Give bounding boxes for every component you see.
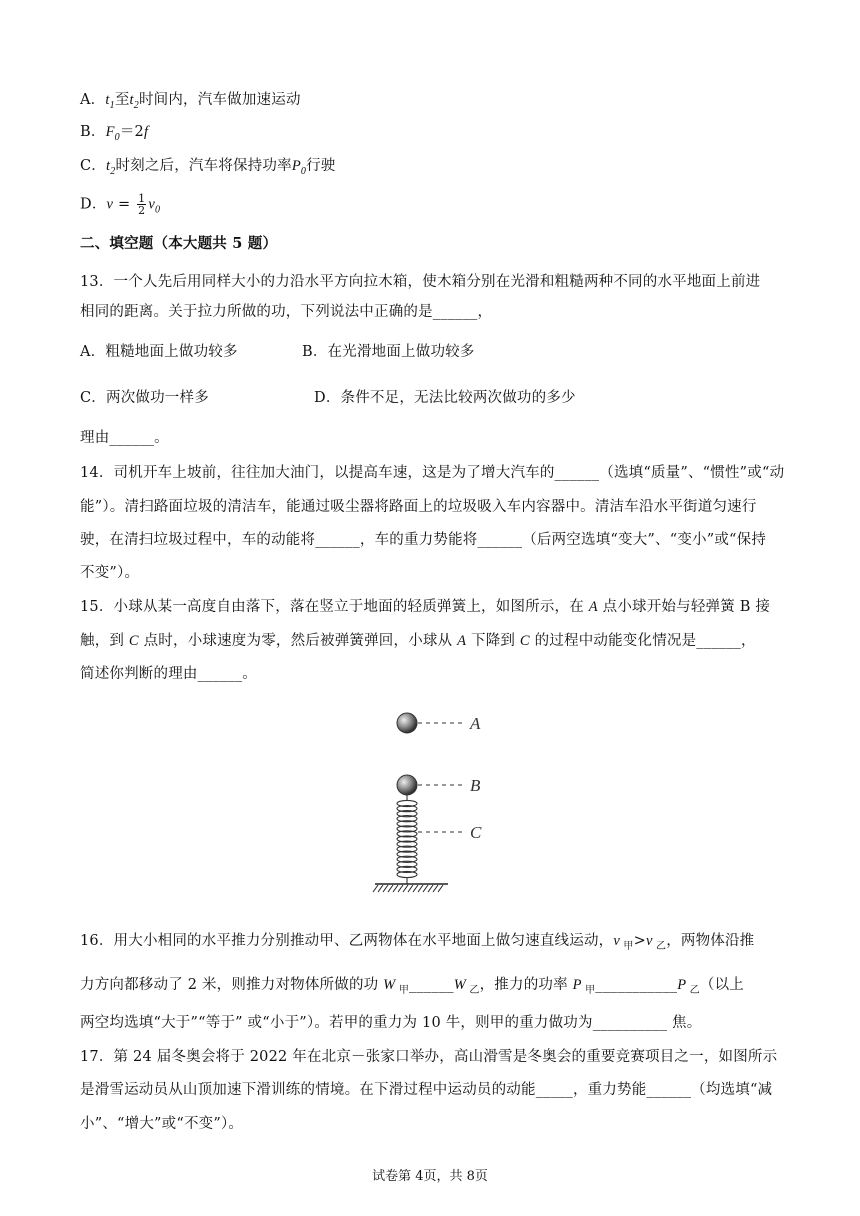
q14-line-2: 能”）。清扫路面垃圾的清洁车，能通过吸尘器将路面上的垃圾吸入车内容器中。清洁车沿水平街道匀速行 xyxy=(80,499,757,515)
section-heading: 二、填空题（本大题共 5 题） xyxy=(80,235,278,252)
q14-line-1: 14．司机开车上坡前，往往加大油门，以提高车速，这是为了增大汽车的______（选填“质量”、“惯性”或“动 xyxy=(80,465,785,481)
hatch-line xyxy=(388,885,393,892)
label-c: C xyxy=(470,823,482,842)
hatch-line xyxy=(423,885,428,892)
q16-line-1: 16．用大小相同的水平推力分别推动甲、乙两物体在水平地面上做匀速直线运动，v $_甲$>v $_乙$，两物体沿推 xyxy=(80,933,755,952)
q17-line-2: 是滑雪运动员从山顶加速下滑训练的情境。在下滑过程中运动员的动能_____，重力势能______（均选填“减 xyxy=(80,1082,773,1098)
q17-line-1: 17．第 24 届冬奥会将于 2022 年在北京－张家口举办，高山滑雪是冬奥会的重要竞赛项目之一，如图所示 xyxy=(80,1049,778,1065)
hatch-line xyxy=(378,885,383,892)
ball-b xyxy=(397,775,417,795)
hatch-line xyxy=(403,885,408,892)
option-c: C．$t_2$时刻之后，汽车将保持功率$P_0$行驶 xyxy=(80,158,336,177)
page-footer: 试卷第 4页，共 8页 xyxy=(372,1169,488,1184)
q13-option-b: B．在光滑地面上做功较多 xyxy=(302,344,475,360)
q13-option-a: A．粗糙地面上做功较多 xyxy=(80,344,238,360)
q13-option-d: D．条件不足，无法比较两次做功的多少 xyxy=(314,390,576,406)
q13-option-c: C．两次做功一样多 xyxy=(80,390,209,406)
label-a: A xyxy=(470,714,481,733)
label-b: B xyxy=(470,776,481,795)
fraction: $\frac{1}{2}$ xyxy=(138,192,146,217)
q13-reason: 理由______。 xyxy=(80,430,169,446)
q16-line-3: 两空均选填“大于”“等于” 或“小于”）。若甲的重力为 10 牛，则甲的重力做功为__________ 焦。 xyxy=(80,1015,702,1031)
hatch-line xyxy=(398,885,403,892)
q13-line-2: 相同的距离。关于拉力所做的功，下列说法中正确的是______， xyxy=(80,304,493,320)
spring-figure xyxy=(370,704,500,899)
option-a: A．$t_1$至$t_2$时间内，汽车做加速运动 xyxy=(80,92,301,111)
q17-line-3: 小”、“增大”或“不变”）。 xyxy=(80,1116,244,1132)
q15-line-1: 15．小球从某一高度自由落下，落在竖立于地面的轻质弹簧上，如图所示，在 A 点小球开始与轻弹簧 B 接 xyxy=(80,599,771,615)
hatch-line xyxy=(373,885,378,892)
option-b: B．$F_0=2f$ xyxy=(80,124,149,143)
option-d: D．v = $\frac{1}{2}$ $v_0$ xyxy=(80,192,161,217)
hatch-line xyxy=(393,885,398,892)
q15-line-3: 简述你判断的理由______。 xyxy=(80,666,257,682)
spring xyxy=(397,800,417,877)
hatch-line xyxy=(428,885,433,892)
q14-line-4: 不变”）。 xyxy=(80,565,140,581)
ball-a xyxy=(397,713,417,733)
hatch-line xyxy=(408,885,413,892)
hatch-line xyxy=(418,885,423,892)
ground-hatching xyxy=(373,885,443,892)
hatch-line xyxy=(413,885,418,892)
q15-line-2: 触，到 C 点时，小球速度为零，然后被弹簧弹回，小球从 A 下降到 C 的过程中动能变化情况是______， xyxy=(80,633,756,649)
q14-line-3: 驶，在清扫垃圾过程中，车的动能将______，车的重力势能将______（后两空选填“变大”、“变小”或“保持 xyxy=(80,532,767,548)
q16-line-2: 力方向都移动了 2 米，则推力对物体所做的功 W $_甲$______W $_乙$，推力的功率 P $_甲$___________P $_乙$（以上 xyxy=(80,977,744,996)
hatch-line xyxy=(438,885,443,892)
q13-line-1: 13．一个人先后用同样大小的力沿水平方向拉木箱，使木箱分别在光滑和粗糙两种不同的水平地面上前进 xyxy=(80,274,761,290)
hatch-line xyxy=(433,885,438,892)
hatch-line xyxy=(383,885,388,892)
